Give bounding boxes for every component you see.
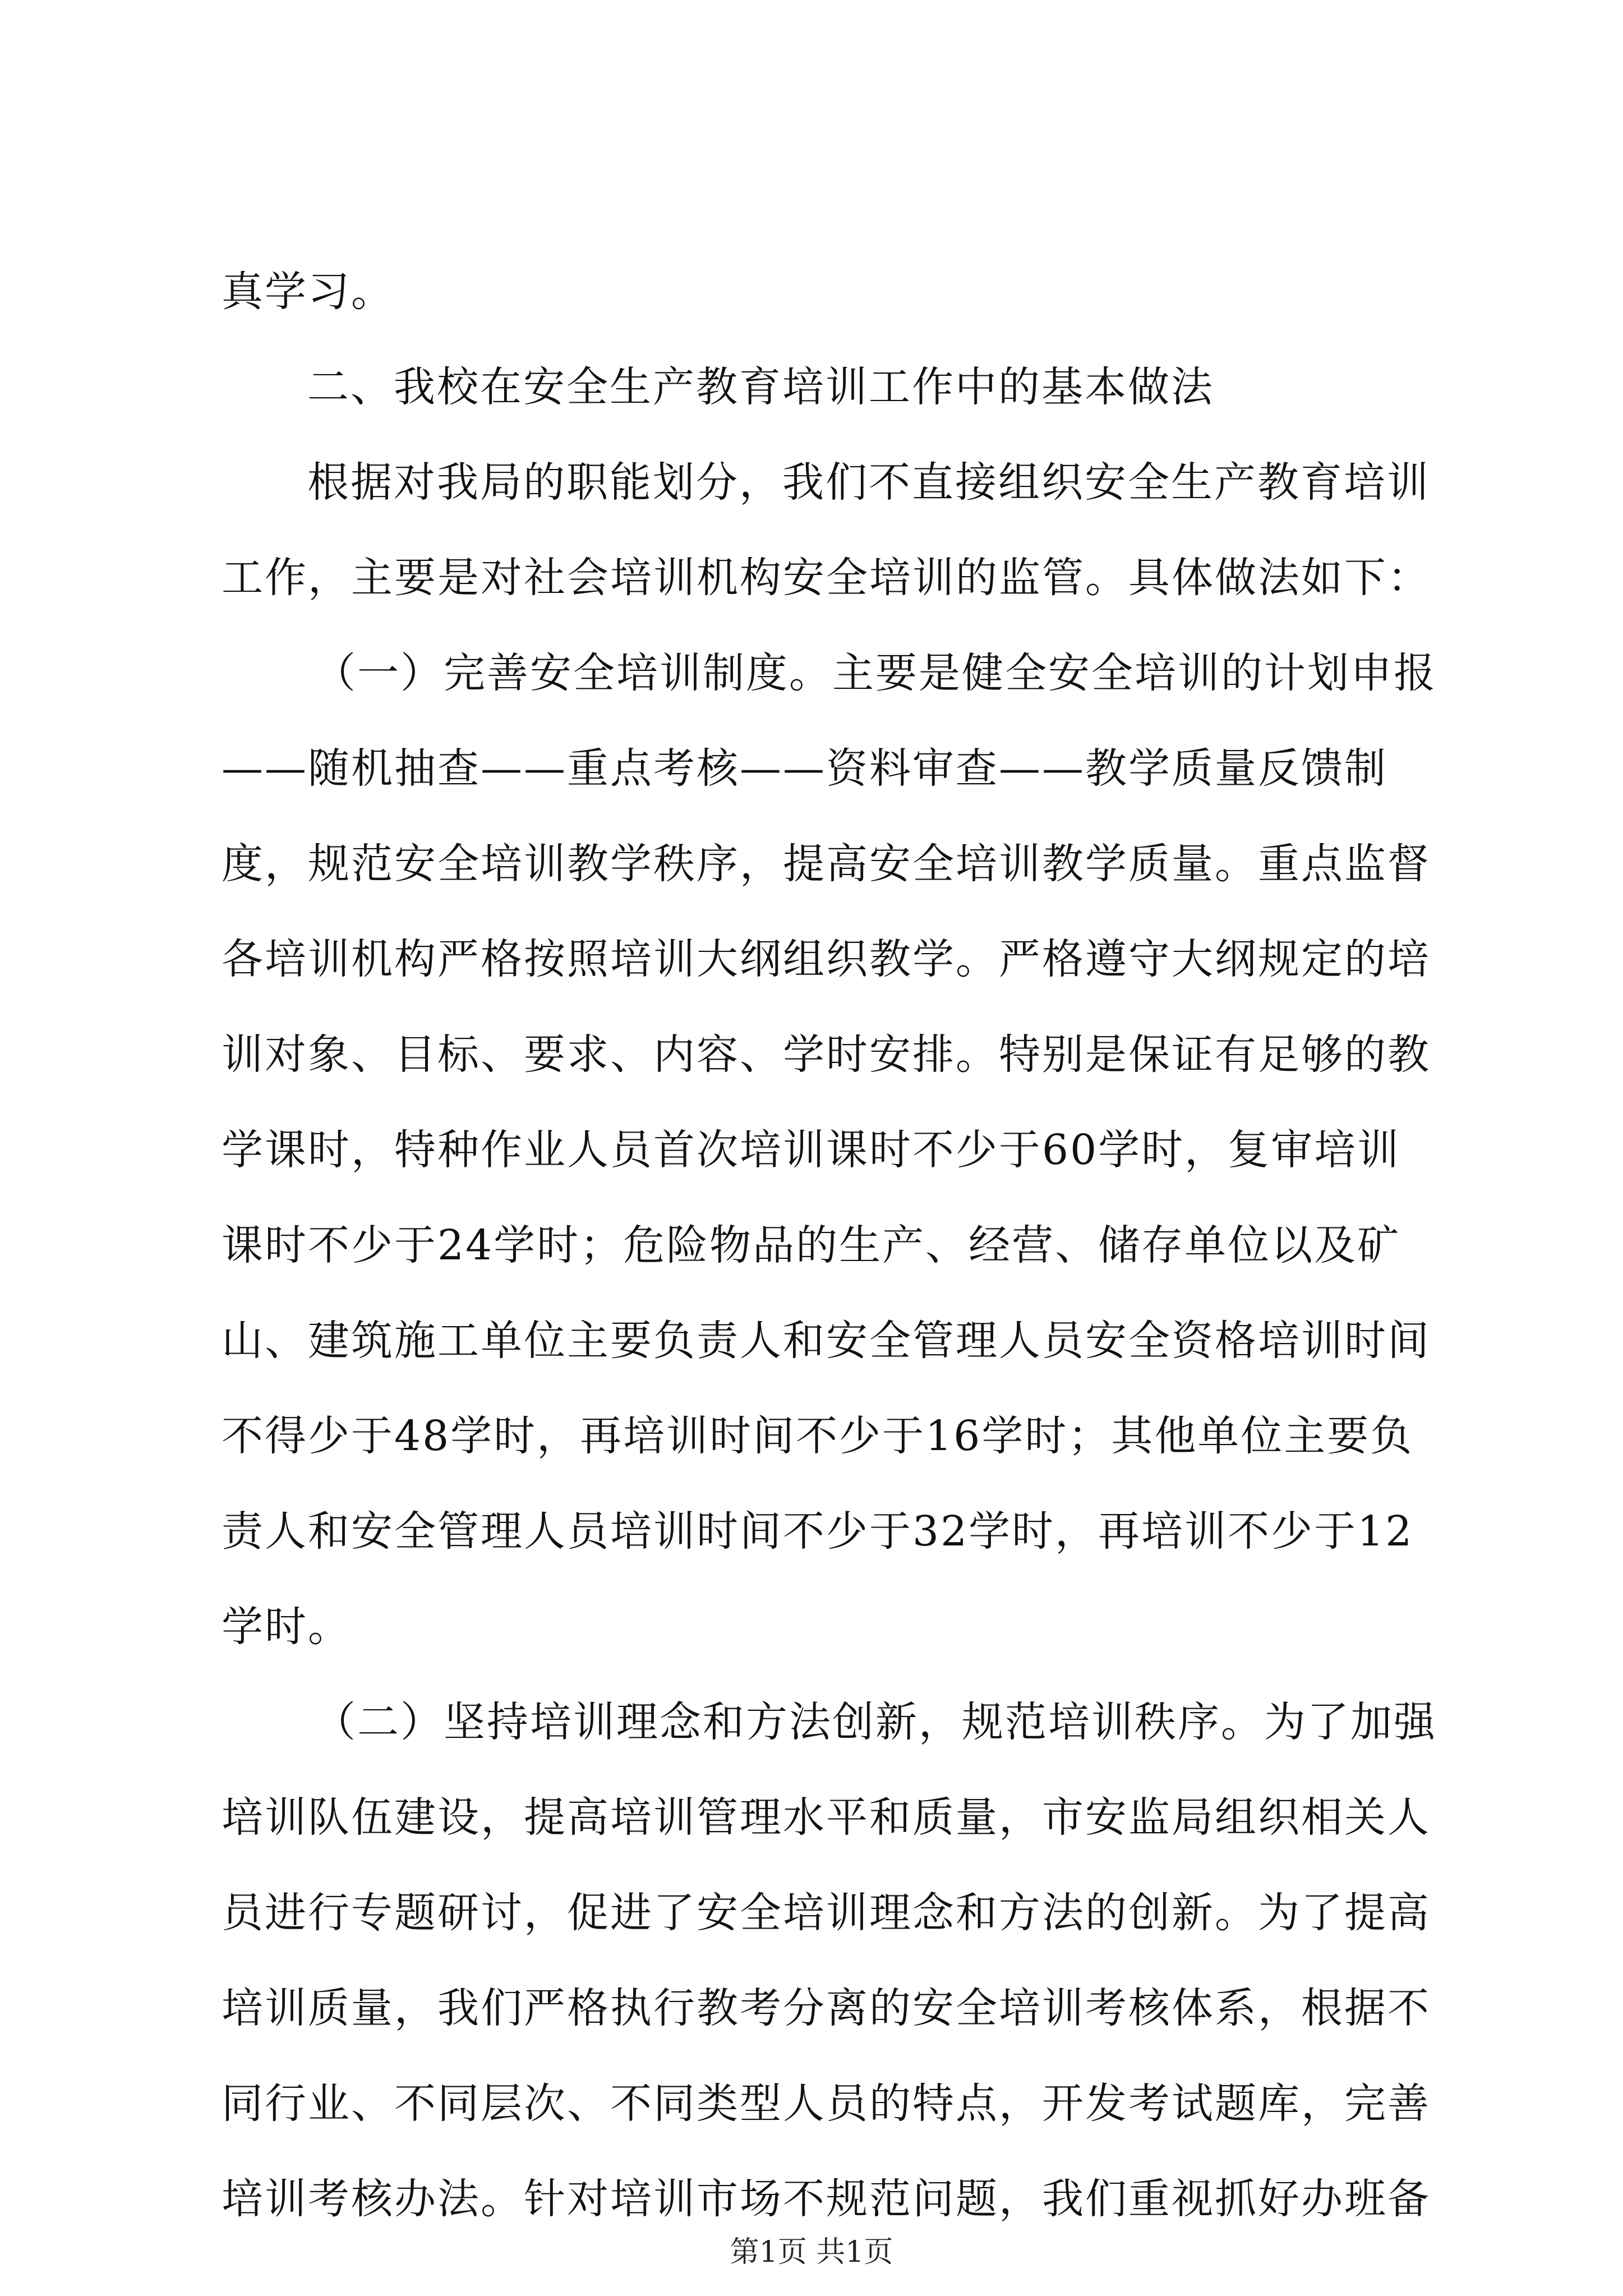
paragraph-line: 不得少于48学时，再培训时间不少于16学时；其他单位主要负 [222,1412,1414,1460]
paragraph-line: 学时。 [222,1603,351,1651]
subsection-line: （二）坚持培训理念和方法创新，规范培训秩序。为了加强 [314,1698,1437,1746]
paragraph-line: ——随机抽查——重点考核——资料审查——教学质量反馈制 [222,744,1387,793]
paragraph-line: 工作，主要是对社会培训机构安全培训的监管。具体做法如下： [222,554,1431,602]
section-heading: 二、我校在安全生产教育培训工作中的基本做法 [307,363,1214,411]
paragraph-line: 各培训机构严格按照培训大纲组织教学。严格遵守大纲规定的培 [222,935,1431,983]
paragraph-line: 真学习。 [222,268,394,316]
paragraph-line: 责人和安全管理人员培训时间不少于32学时，再培训不少于12 [222,1507,1414,1556]
paragraph-line: 山、建筑施工单位主要负责人和安全管理人员安全资格培训时间 [222,1317,1431,1365]
paragraph-line: 培训质量，我们严格执行教考分离的安全培训考核体系，根据不 [222,1984,1431,2032]
paragraph-line: 培训队伍建设，提高培训管理水平和质量，市安监局组织相关人 [222,1793,1431,1842]
page-footer: 第1页 共1页 [730,2235,893,2269]
paragraph-line: 根据对我局的职能划分，我们不直接组织安全生产教育培训 [307,458,1430,507]
paragraph-line: 训对象、目标、要求、内容、学时安排。特别是保证有足够的教 [222,1030,1431,1079]
paragraph-line: 度，规范安全培训教学秩序，提高安全培训教学质量。重点监督 [222,840,1431,888]
paragraph-line: 同行业、不同层次、不同类型人员的特点，开发考试题库，完善 [222,2079,1431,2128]
subsection-line: （一）完善安全培训制度。主要是健全安全培训的计划申报 [314,649,1437,697]
paragraph-line: 员进行专题研讨，促进了安全培训理念和方法的创新。为了提高 [222,1889,1431,1937]
paragraph-line: 课时不少于24学时；危险物品的生产、经营、储存单位以及矿 [222,1221,1401,1269]
paragraph-line: 培训考核办法。针对培训市场不规范问题，我们重视抓好办班备 [222,2175,1431,2223]
paragraph-line: 学课时，特种作业人员首次培训课时不少于60学时，复审培训 [222,1126,1401,1174]
